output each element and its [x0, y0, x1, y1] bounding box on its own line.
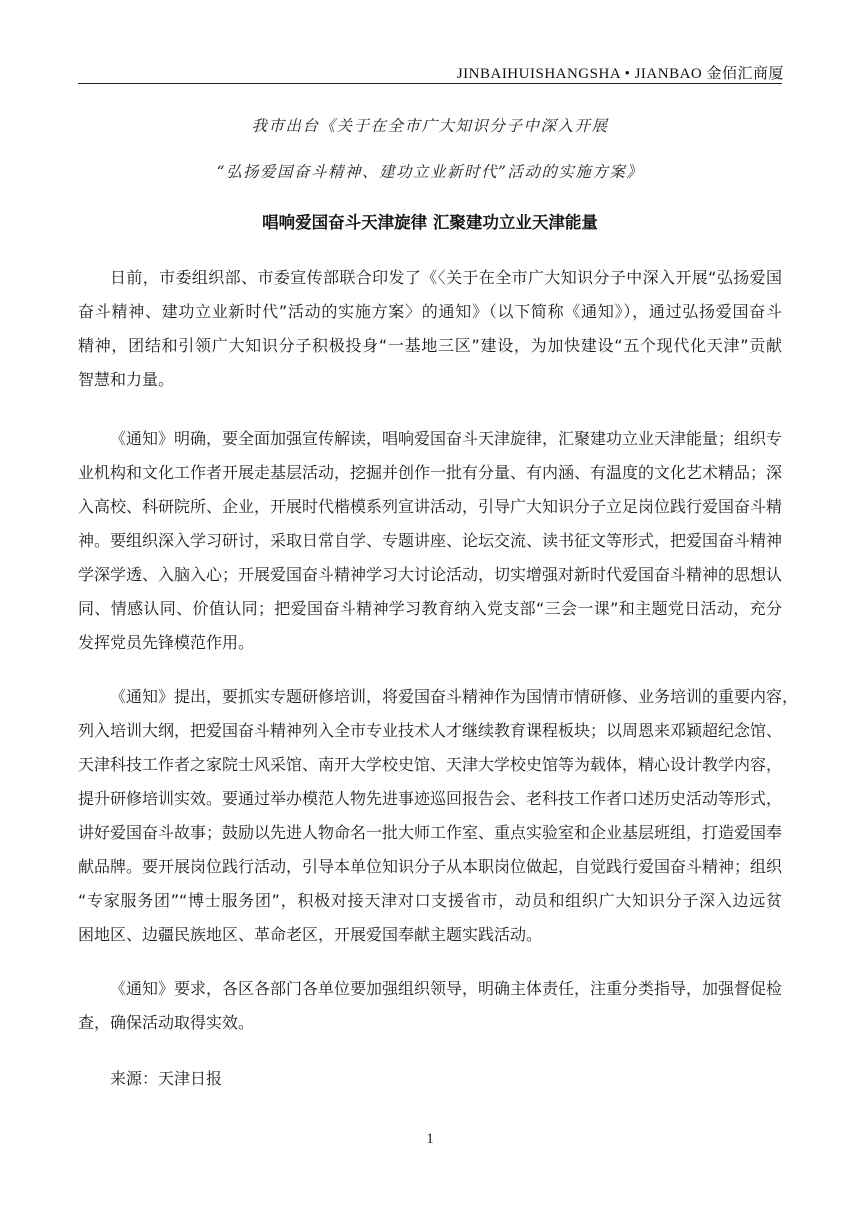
paragraph-3-line: 《通知》提出，要抓实专题研修培训，将爱国奋斗精神作为国情市情研修、业务培训的重要内容， [110, 687, 799, 706]
paragraph-3-line: 提升研修培训实效。要通过举办模范人物先进事迹巡回报告会、老科技工作者口述历史活动等形式， [78, 789, 783, 808]
paragraph-3-line: 困地区、边疆民族地区、革命老区，开展爱国奉献主题实践活动。 [78, 925, 543, 944]
paragraph-2-line: 《通知》明确，要全面加强宣传解读，唱响爱国奋斗天津旋律，汇聚建功立业天津能量；组织专 [110, 429, 783, 448]
document-title-line-1: 我市出台《关于在全市广大知识分子中深入开展 [251, 117, 609, 135]
paragraph-2-line: 学深学透、入脑入心；开展爱国奋斗精神学习大讨论活动，切实增强对新时代爱国奋斗精神的思想认 [78, 565, 783, 584]
paragraph-1-line: 智慧和力量。 [78, 370, 175, 389]
header-divider [78, 83, 782, 84]
paragraph-3-line: 献品牌。要开展岗位践行活动，引导本单位知识分子从本职岗位做起，自觉践行爱国奋斗精神；组织 [78, 857, 783, 876]
paragraph-3-line: “专家服务团”“博士服务团”，积极对接天津对口支援省市，动员和组织广大知识分子深入边远贫 [78, 891, 782, 910]
page-number: 1 [426, 1131, 434, 1147]
article-source: 来源：天津日报 [110, 1069, 223, 1088]
paragraph-4-line: 《通知》要求，各区各部门各单位要加强组织领导，明确主体责任，注重分类指导，加强督促检 [110, 979, 783, 998]
paragraph-4-line: 查，确保活动取得实效。 [78, 1013, 255, 1032]
paragraph-2-line: 入高校、科研院所、企业，开展时代楷模系列宣讲活动，引导广大知识分子立足岗位践行爱国奋斗精 [78, 497, 783, 516]
paragraph-3-line: 列入培训大纲，把爱国奋斗精神列入全市专业技术人才继续教育课程板块；以周恩来邓颖超纪念馆、 [78, 721, 783, 740]
paragraph-1-line: 精神，团结和引领广大知识分子积极投身“一基地三区”建设，为加快建设“五个现代化天津”贡献 [78, 336, 782, 355]
document-title-line-2: “弘扬爱国奋斗精神、建功立业新时代”活动的实施方案》 [216, 163, 644, 181]
paragraph-1-line: 奋斗精神、建功立业新时代”活动的实施方案〉的通知》（以下简称《通知》），通过弘扬爱国奋斗 [78, 302, 782, 321]
paragraph-2-line: 同、情感认同、价值认同；把爱国奋斗精神学习教育纳入党支部“三会一课”和主题党日活动，充分 [78, 599, 782, 618]
header-brand-text: JINBAIHUISHANGSHA • JIANBAO 金佰汇商厦 [456, 66, 784, 82]
paragraph-3-line: 天津科技工作者之家院士风采馆、南开大学校史馆、天津大学校史馆等为载体，精心设计教学内容， [78, 755, 783, 774]
paragraph-2-line: 发挥党员先锋模范作用。 [78, 633, 255, 652]
paragraph-2-line: 神。要组织深入学习研讨，采取日常自学、专题讲座、论坛交流、读书征文等形式，把爱国奋斗精神 [78, 531, 783, 550]
paragraph-3-line: 讲好爱国奋斗故事；鼓励以先进人物命名一批大师工作室、重点实验室和企业基层班组，打造爱国奉 [78, 823, 783, 842]
paragraph-1-line: 日前，市委组织部、市委宣传部联合印发了《〈关于在全市广大知识分子中深入开展“弘扬爱国 [110, 268, 782, 287]
article-headline: 唱响爱国奋斗天津旋律 汇聚建功立业天津能量 [262, 213, 598, 232]
paragraph-2-line: 业机构和文化工作者开展走基层活动，挖掘并创作一批有分量、有内涵、有温度的文化艺术精品；深 [78, 463, 783, 482]
